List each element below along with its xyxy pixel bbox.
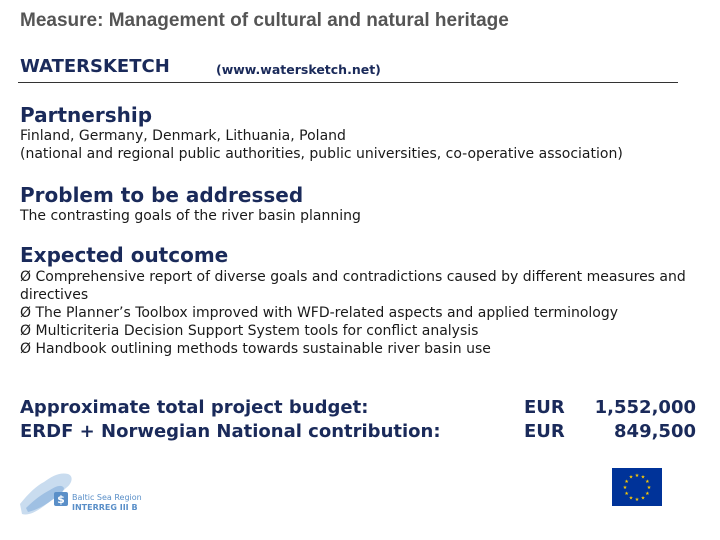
measure-title: Measure: Management of cultural and natural heritage <box>20 10 509 31</box>
outcome-item <box>20 340 716 358</box>
svg-text:★: ★ <box>640 474 646 481</box>
interreg-line2: INTERREG III B <box>72 503 138 512</box>
erdf-contribution-label: ERDF + Norwegian National contribution: <box>20 421 441 442</box>
outcome-item <box>20 268 716 304</box>
outcome-item <box>20 304 716 322</box>
outcome-item-text: Handbook outlining methods towards sustainable river basin use <box>35 341 491 357</box>
baltic-sea-map-icon <box>14 464 164 528</box>
svg-text:★: ★ <box>640 495 646 502</box>
project-url[interactable]: (www.watersketch.net) <box>216 62 381 77</box>
bullet-arrow-icon: Ø <box>20 341 32 357</box>
svg-text:★: ★ <box>645 479 650 485</box>
erdf-contribution-currency: EUR <box>524 421 565 442</box>
partnership-text <box>20 127 720 163</box>
bullet-arrow-icon: Ø <box>20 269 32 285</box>
partnership-countries: Finland, Germany, Denmark, Lithuania, Poland <box>20 128 346 144</box>
partnership-heading: Partnership <box>20 103 153 127</box>
svg-text:★: ★ <box>628 495 634 502</box>
svg-text:$: $ <box>57 493 65 506</box>
svg-text:★: ★ <box>624 491 629 497</box>
project-name: WATERSKETCH <box>20 56 170 77</box>
svg-text:★: ★ <box>634 497 640 503</box>
total-budget-currency: EUR <box>524 397 565 418</box>
problem-heading: Problem to be addressed <box>20 183 304 207</box>
interreg-logo <box>14 464 164 528</box>
svg-text:★: ★ <box>628 474 634 481</box>
outcome-item-text: The Planner’s Toolbox improved with WFD-related aspects and applied terminology <box>35 305 619 321</box>
partnership-partners: (national and regional public authorities, public universities, co-operative association) <box>20 146 623 162</box>
svg-text:★: ★ <box>624 479 629 485</box>
interreg-line1: Baltic Sea Region <box>72 493 142 502</box>
svg-text:★: ★ <box>622 485 628 491</box>
total-budget-label: Approximate total project budget: <box>20 397 369 418</box>
outcome-heading: Expected outcome <box>20 243 229 267</box>
outcome-item-text: Multicriteria Decision Support System tools for conflict analysis <box>35 323 479 339</box>
divider <box>18 82 678 83</box>
problem-text: The contrasting goals of the river basin planning <box>20 208 361 224</box>
total-budget-amount: 1,552,000 <box>594 397 696 418</box>
svg-text:★: ★ <box>645 491 650 497</box>
eu-flag-icon <box>612 468 662 506</box>
svg-text:★: ★ <box>646 485 652 491</box>
outcome-item-text: Comprehensive report of diverse goals and contradictions caused by different measures and directives <box>20 269 686 303</box>
bullet-arrow-icon: Ø <box>20 305 32 321</box>
bullet-arrow-icon: Ø <box>20 323 32 339</box>
svg-text:★: ★ <box>634 473 640 479</box>
erdf-contribution-amount: 849,500 <box>614 421 696 442</box>
outcome-item <box>20 322 716 340</box>
outcome-list <box>20 268 716 358</box>
